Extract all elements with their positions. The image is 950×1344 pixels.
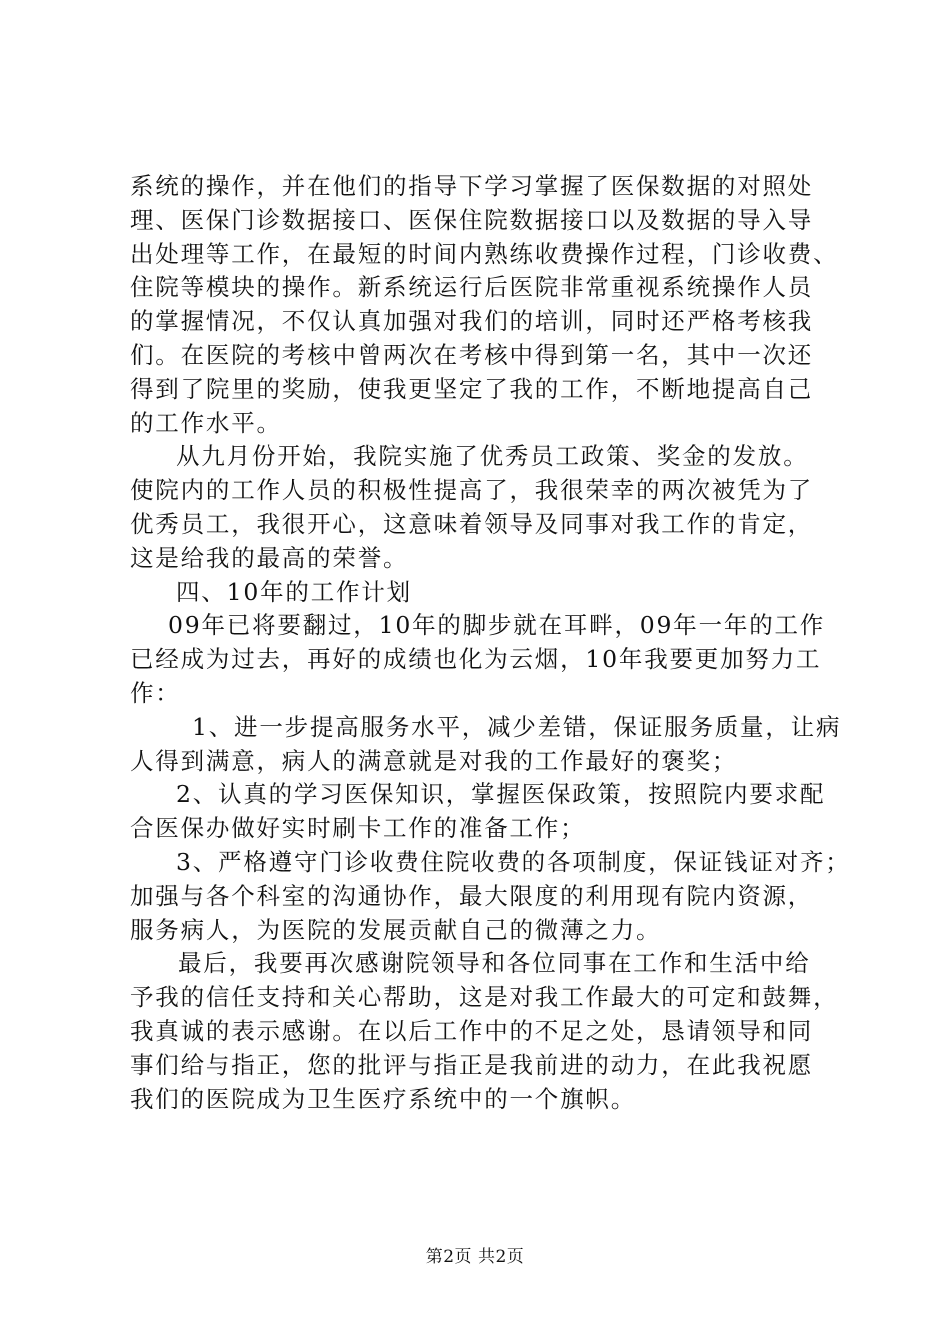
- text-line: 事们给与指正，您的批评与指正是我前进的动力，在此我祝愿: [130, 1050, 814, 1079]
- text-line: 的掌握情况，不仅认真加强对我们的培训，同时还严格考核我: [130, 307, 814, 336]
- paragraph-start: 09年已将要翻过，10年的脚步就在耳畔，09年一年的工作: [168, 611, 826, 640]
- list-item-start: 3、严格遵守门诊收费住院收费的各项制度，保证钱证对齐；: [176, 847, 851, 876]
- page-footer: [0, 1242, 950, 1267]
- text-line: 得到了院里的奖励，使我更坚定了我的工作，不断地提高自己: [130, 374, 814, 403]
- document-body: [130, 170, 851, 1116]
- list-item-start: 1、进一步提高服务水平，减少差错，保证服务质量，让病: [192, 712, 842, 741]
- section-heading: 四、10年的工作计划: [176, 577, 412, 606]
- text-line: 我真诚的表示感谢。在以后工作中的不足之处，恳请领导和同: [130, 1016, 814, 1045]
- paragraph-start: 从九月份开始，我院实施了优秀员工政策、奖金的发放。: [176, 442, 809, 471]
- text-line: 优秀员工，我很开心，这意味着领导及同事对我工作的肯定，: [130, 509, 814, 538]
- text-line: 系统的操作，并在他们的指导下学习掌握了医保数据的对照处: [130, 172, 814, 200]
- text-line: 人得到满意，病人的满意就是对我的工作最好的褒奖；: [130, 746, 738, 775]
- text-line: 服务病人，为医院的发展贡献自己的微薄之力。: [130, 915, 662, 944]
- text-line: 加强与各个科室的沟通协作，最大限度的利用现有院内资源，: [130, 881, 814, 910]
- text-line: 已经成为过去，再好的成绩也化为云烟，10年我要更加努力工: [130, 645, 822, 674]
- text-line: 这是给我的最高的荣誉。: [130, 543, 409, 572]
- text-line: 合医保办做好实时刷卡工作的准备工作；: [130, 814, 586, 843]
- text-line: 的工作水平。: [130, 408, 282, 437]
- text-line: 我们的医院成为卫生医疗系统中的一个旗帜。: [130, 1084, 636, 1113]
- list-item-start: 2、认真的学习医保知识，掌握医保政策，按照院内要求配: [176, 780, 826, 809]
- page-number: 第2页 共2页: [425, 1247, 525, 1267]
- text-line: 理、医保门诊数据接口、医保住院数据接口以及数据的导入导: [130, 205, 814, 234]
- text-line: 们。在医院的考核中曾两次在考核中得到第一名，其中一次还: [130, 340, 814, 369]
- text-line: 住院等模块的操作。新系统运行后医院非常重视系统操作人员: [130, 273, 814, 302]
- text-line: 予我的信任支持和关心帮助，这是对我工作最大的可定和鼓舞，: [130, 983, 839, 1012]
- paragraph-start: 最后，我要再次感谢院领导和各位同事在工作和生活中给: [178, 949, 811, 978]
- text-line: 使院内的工作人员的积极性提高了，我很荣幸的两次被凭为了: [130, 476, 814, 505]
- text-line: 作：: [130, 678, 181, 707]
- text-line: 出处理等工作，在最短的时间内熟练收费操作过程，门诊收费、: [130, 239, 839, 268]
